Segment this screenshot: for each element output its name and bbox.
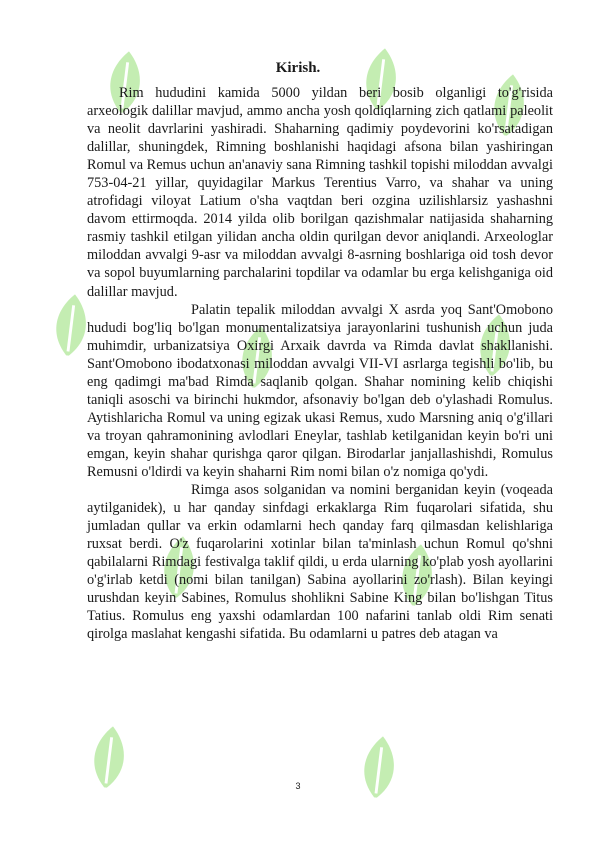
paragraph-2: Palatin tepalik miloddan avvalgi X asrda yoq Sant'Omobono hududi bog'liq bo'lgan monumentalizatsiya jarayonlarini tushunish uchun juda muhimdir, urbanizatsiya Oxirgi Arxaik davrda va Rimda davlat shakllanishi. Sant'Omobono ibodatxonasi miloddan avvalgi VII-VI asrlarga tegishli bo'lib, bu eng qadimgi ma'bad Rimda saqlanib qolgan. Shahar nomining kelib chiqishi taniqli asoschi va birinchi hukmdor, afsonaviy bo'lgan deb o'ylashadi Romulus. Aytishlaricha Romul va uning egizak ukasi Remus, xudo Marsning aniq o'g'illari va troyan qahramonining avlodlari Eneylar, tashlab ketilganidan keyin bo'ri uni emgan, keyin shahar qurishga qaror qilgan. Birodarlar janjallashishdi, Romulus Remusni o'ldirdi va keyin shaharni Rim nomi bilan o'z nomiga qo'ydi. [87, 301, 553, 480]
paragraph-1: Rim hududini kamida 5000 yildan beri bosib olganligi to'g'risida arxeologik dalillar mavjud, ammo ancha yosh qoldiqlarning zich qatlami paleolit va neolit davrlarini yashiradi. Shaharning qadimiy poydevorini ko'rsatadigan dalillar, shuningdek, Rimning boshlanishi haqidagi afsona bilan yashiringan Romul va Remus uchun an'anaviy sana Rimning tashkil topishi miloddan avvalgi 753-04-21 yillar, quyidagilar Markus Terentius Varro, va shahar va uning atrofidagi viloyat Latium o'sha vaqtdan beri ozgina uzilishlarsiz yashashni davom ettirmoqda. 2014 yilda olib borilgan qazishmalar natijasida shaharning rasmiy tashkil etilgan yilidan ancha oldin qurilgan devor aniqlandi. Arxeologlar miloddan avvalgi 9-asr va miloddan avvalgi 8-asrning boshlariga oid tosh devor va sopol buyumlarning parchalarini topdilar va odamlar bu erga kelishganiga oid dalillar mavjud. [87, 85, 553, 300]
paragraph-3: Rimga asos solganidan va nomini berganidan keyin (voqeada aytilganidek), u har qanday sinfdagi erkaklarga Rim fuqarolari sifatida, shu jumladan qullar va erkin odamlarni hech qanday farq qilmasdan kelishlariga ruxsat berdi. O'z fuqarolarini xotinlar bilan ta'minlash uchun Romul qo'shni qabilalarni Rimdagi festivalga taklif qildi, u erda ularning ko'plab yosh ayollarini o'g'irlab ketdi (nomi bilan tanilgan) Sabina ayollarini zo'rlash). Bilan keyingi urushdan keyin Sabines, Romulus shohlikni Sabine King bilan bo'lishgan Titus Tatius. Romulus eng yaxshi odamlardan 100 nafarini tanlab oldi Rim senati qirolga maslahat kengashi sifatida. Bu odamlarni u patres deb atagan va [87, 482, 553, 643]
page-number: 3 [295, 781, 301, 791]
document-body [87, 84, 553, 643]
page-title: Kirish. [275, 60, 321, 76]
